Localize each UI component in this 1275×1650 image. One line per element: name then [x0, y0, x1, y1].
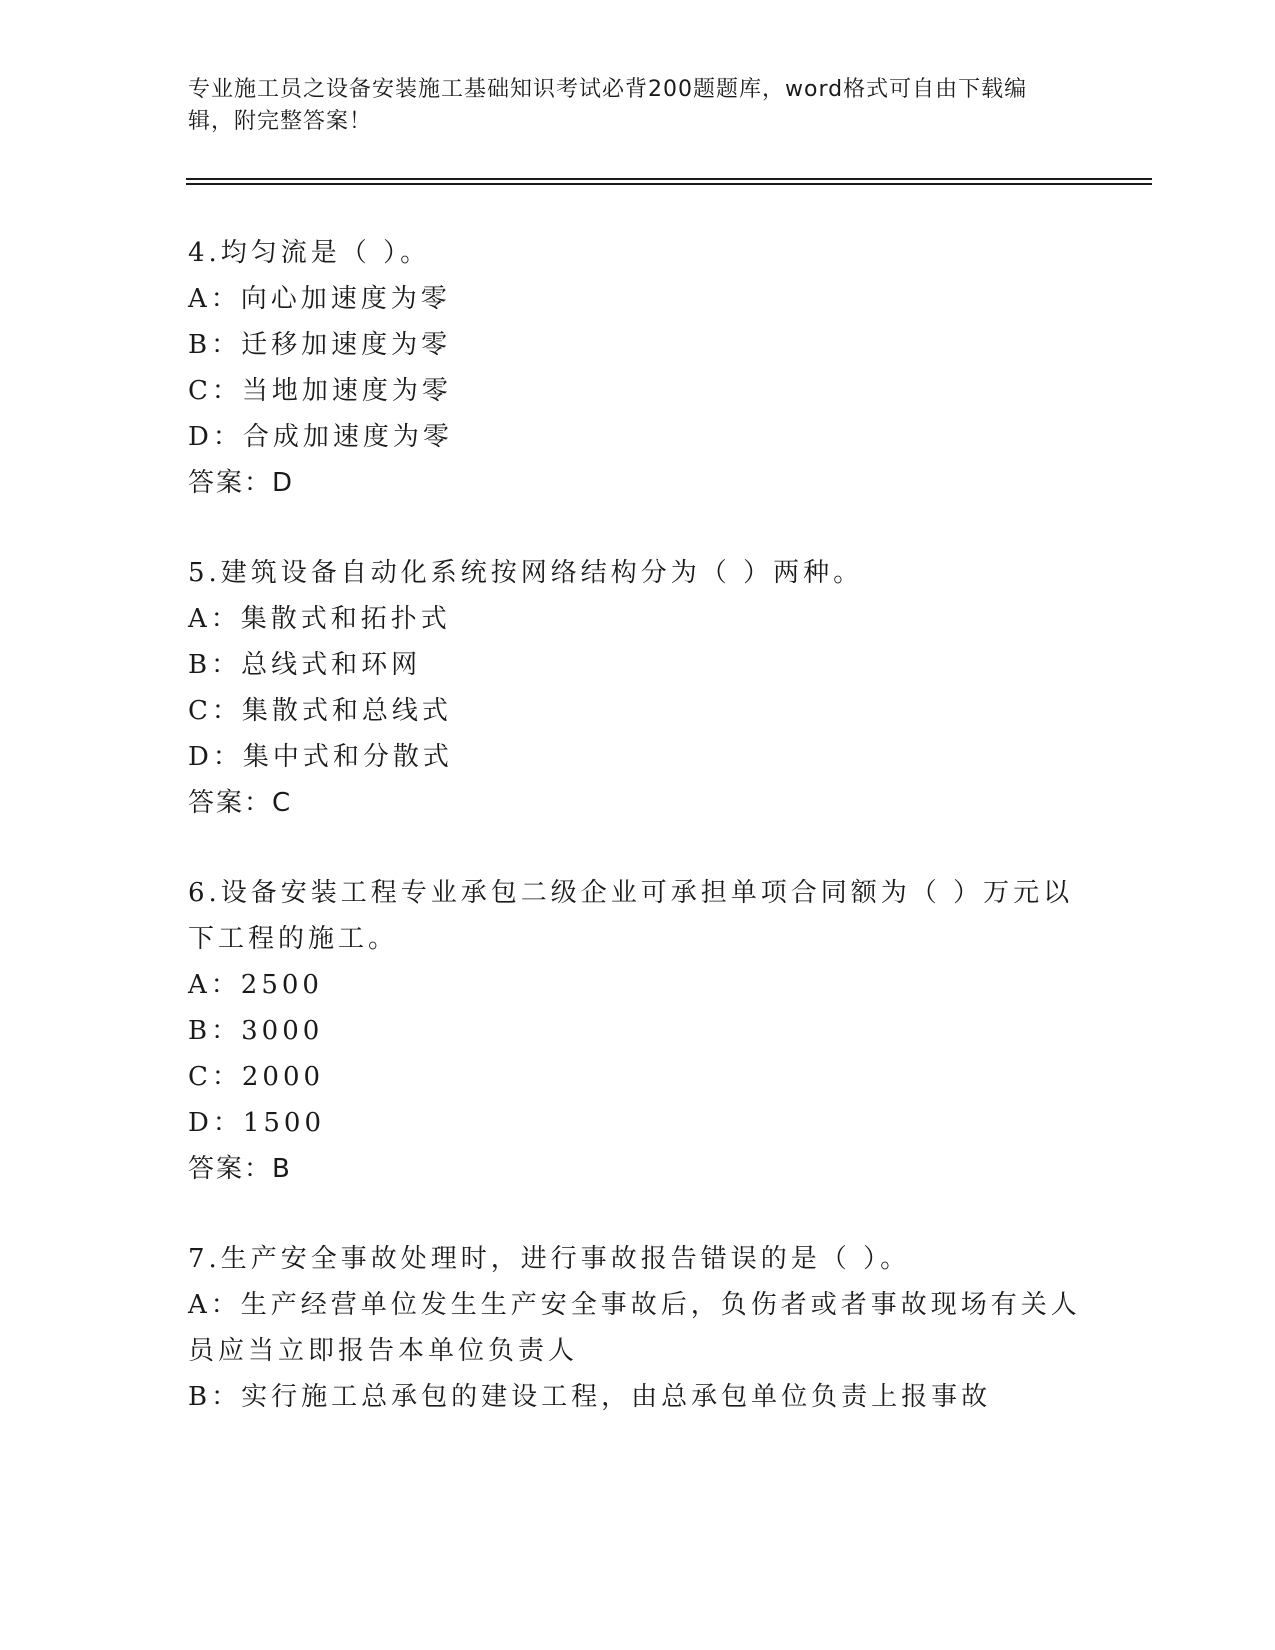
question-4	[188, 230, 1088, 506]
option-a: A：2500	[188, 970, 323, 1000]
question-stem: 6.设备安装工程专业承包二级企业可承担单项合同额为（ ）万元以下工程的施工。	[188, 878, 1074, 954]
header-rule-bottom	[186, 183, 1152, 185]
answer-line: 答案：C	[188, 788, 293, 818]
question-list	[188, 230, 1088, 1464]
option-a: A：集散式和拓扑式	[188, 604, 451, 634]
option-d: D：集中式和分散式	[188, 742, 453, 772]
question-stem: 5.建筑设备自动化系统按网络结构分为（ ）两种。	[188, 558, 864, 588]
option-b: B：实行施工总承包的建设工程，由总承包单位负责上报事故	[188, 1382, 992, 1412]
option-c: C：集散式和总线式	[188, 696, 452, 726]
header-rule-top	[186, 178, 1152, 180]
answer-line: 答案：D	[188, 468, 295, 498]
option-d: D：合成加速度为零	[188, 422, 453, 452]
question-stem: 7.生产安全事故处理时，进行事故报告错误的是（ ）。	[188, 1244, 911, 1274]
option-b: B：总线式和环网	[188, 650, 422, 680]
question-stem: 4.均匀流是（ ）。	[188, 238, 431, 268]
document-header: 专业施工员之设备安装施工基础知识考试必背200题题库，word格式可自由下载编辑，附完整答案！	[188, 77, 1028, 134]
question-5	[188, 550, 1088, 826]
option-b: B：迁移加速度为零	[188, 330, 452, 360]
option-c: C：2000	[188, 1062, 325, 1092]
question-6	[188, 870, 1088, 1192]
option-d: D：1500	[188, 1108, 326, 1138]
option-b: B：3000	[188, 1016, 324, 1046]
question-7	[188, 1236, 1088, 1420]
option-a: A：生产经营单位发生生产安全事故后，负伤者或者事故现场有关人员应当立即报告本单位负责人	[188, 1290, 1081, 1366]
answer-line: 答案：B	[188, 1154, 292, 1184]
option-a: A：向心加速度为零	[188, 284, 451, 314]
option-c: C：当地加速度为零	[188, 376, 452, 406]
